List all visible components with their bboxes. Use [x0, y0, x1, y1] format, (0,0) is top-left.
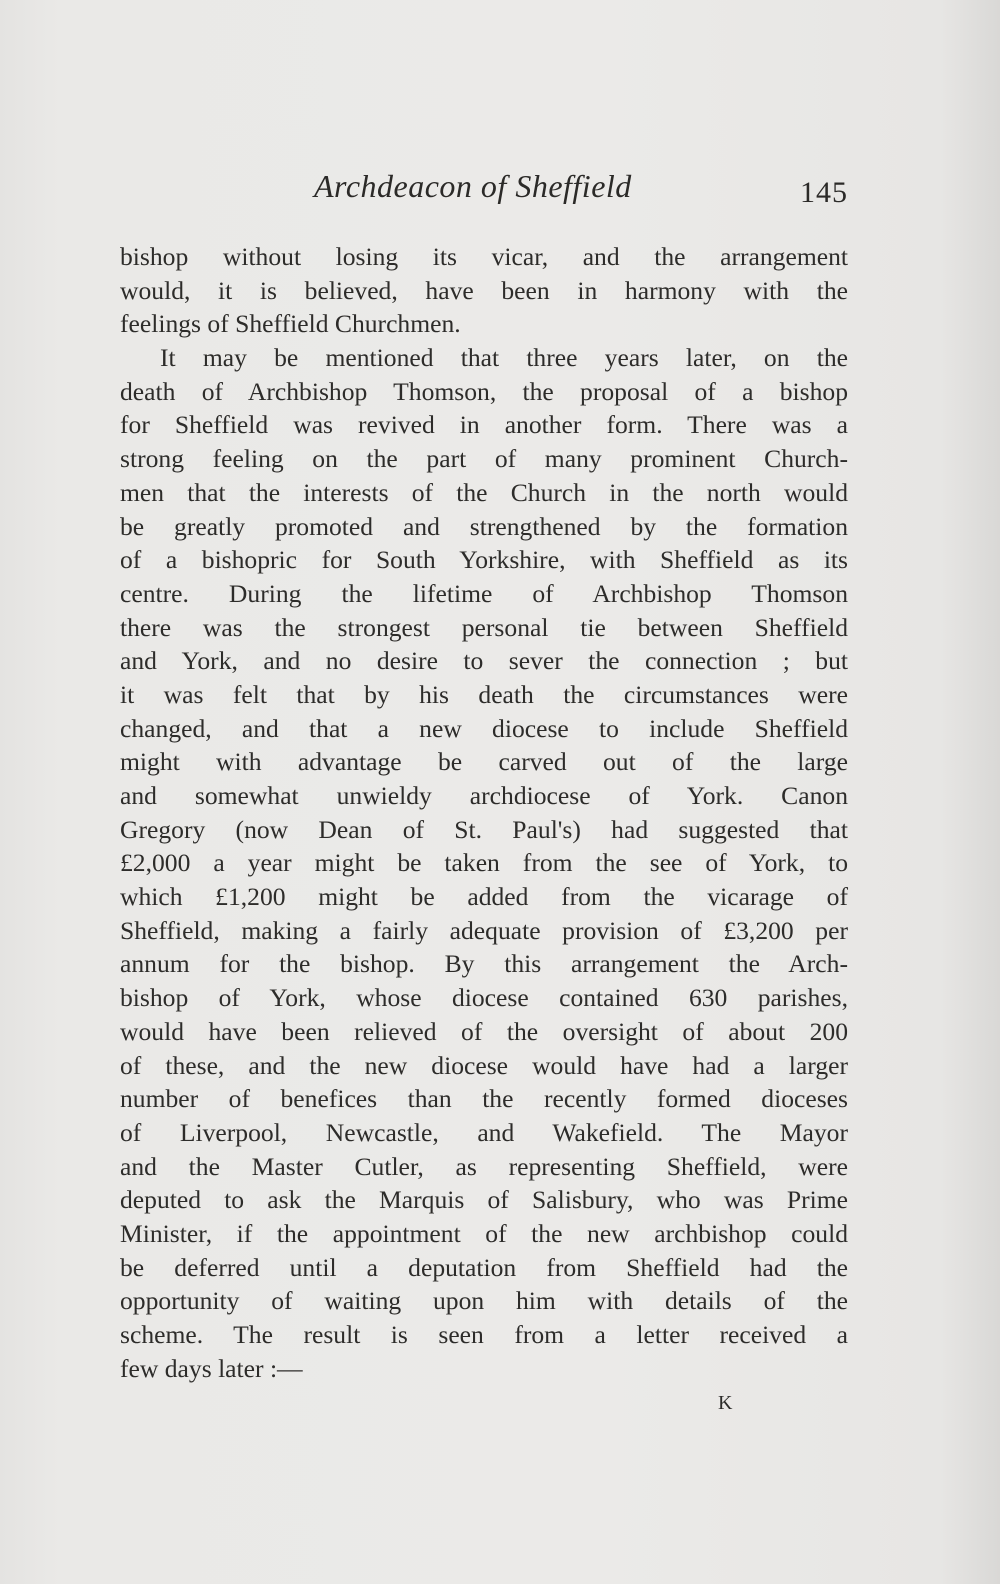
text-line: changed, and that a new diocese to include Sheffield	[120, 713, 848, 743]
running-title: Archdeacon of Sheffield	[314, 168, 632, 204]
text-line: bishop without losing its vicar, and the arrangement	[120, 242, 848, 271]
text-line: of Liverpool, Newcastle, and Wakefield. The Mayor	[120, 1117, 848, 1147]
text-line: centre. During the lifetime of Archbishop Thomson	[120, 578, 848, 608]
text-line: of a bishopric for South Yorkshire, with Sheffield as its	[120, 545, 848, 575]
text-line: Gregory (now Dean of St. Paul's) had suggested that	[120, 814, 848, 844]
text-line: and the Master Cutler, as representing Sheffield, were	[120, 1151, 848, 1181]
text-line: number of benefices than the recently formed dioceses	[120, 1084, 848, 1114]
text-line: might with advantage be carved out of the large	[120, 747, 848, 777]
text-line: bishop of York, whose diocese contained 630 parishes,	[120, 983, 848, 1013]
text-line: would, it is believed, have been in harmony with the	[120, 275, 848, 305]
text-line: few days later :—	[120, 1353, 303, 1383]
text-line: of these, and the new diocese would have had a larger	[120, 1050, 848, 1080]
text-line: and somewhat unwieldy archdiocese of York. Canon	[120, 781, 848, 810]
text-line: It may be mentioned that three years later, on the	[160, 343, 848, 373]
text-line: opportunity of waiting upon him with details of the	[120, 1286, 848, 1316]
body-text	[120, 240, 848, 1385]
text-line: it was felt that by his death the circumstances were	[120, 679, 848, 709]
signature-mark: K	[718, 1392, 734, 1414]
text-line: and York, and no desire to sever the connection ; but	[120, 646, 848, 676]
text-line: there was the strongest personal tie between Sheffield	[120, 612, 848, 642]
text-line: which £1,200 might be added from the vicarage of	[120, 882, 848, 912]
text-line: deputed to ask the Marquis of Salisbury, who was Prime	[120, 1185, 848, 1215]
text-line: Sheffield, making a fairly adequate provision of £3,200 per	[120, 915, 848, 945]
text-line: be deferred until a deputation from Sheffield had the	[120, 1252, 848, 1282]
text-line: £2,000 a year might be taken from the see of York, to	[120, 848, 848, 878]
text-line: be greatly promoted and strengthened by the formation	[120, 511, 848, 541]
text-line: strong feeling on the part of many prominent Church-	[120, 444, 848, 474]
text-line: Minister, if the appointment of the new archbishop could	[120, 1218, 848, 1248]
page-number: 145	[800, 176, 848, 209]
text-line: for Sheffield was revived in another form. There was a	[120, 410, 848, 440]
text-line: feelings of Sheffield Churchmen.	[120, 309, 461, 339]
text-line: annum for the bishop. By this arrangement the Arch-	[120, 949, 848, 979]
text-line: scheme. The result is seen from a letter received a	[120, 1320, 848, 1349]
text-line: death of Archbishop Thomson, the proposal of a bishop	[120, 376, 848, 406]
page-header	[118, 168, 848, 218]
text-line: would have been relieved of the oversight of about 200	[120, 1016, 848, 1046]
text-line: men that the interests of the Church in the north would	[120, 477, 848, 507]
